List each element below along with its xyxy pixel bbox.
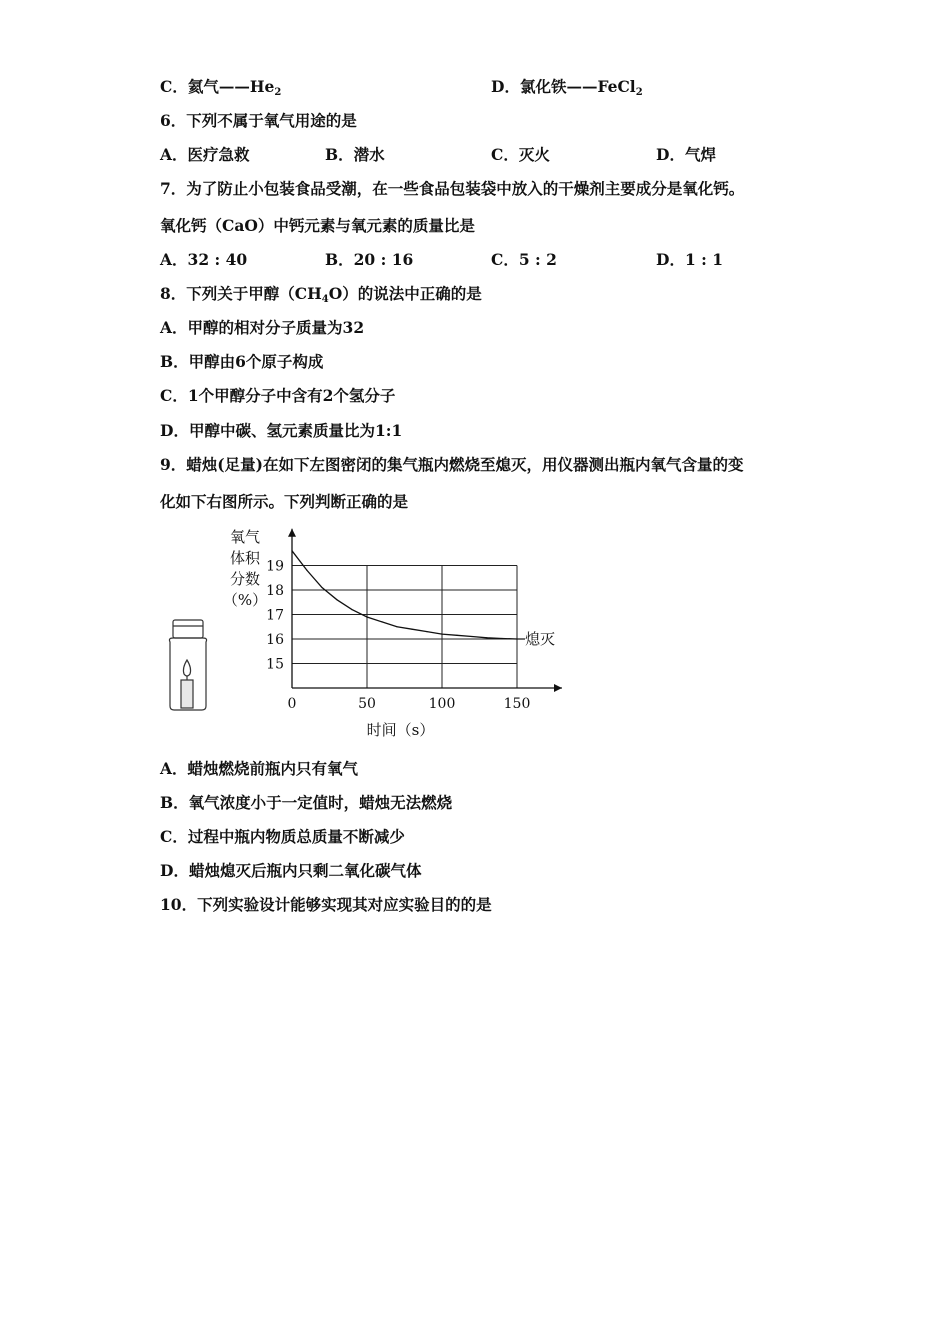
q5-option-d-text: 氯化铁——FeCl [519, 77, 636, 96]
q10-stem: 10．下列实验设计能够实现其对应实验目的的是 [160, 895, 492, 914]
data-point-12 [471, 636, 472, 637]
q5-option-d-sub: 2 [635, 87, 643, 98]
q9-option-c: C．过程中瓶内物质总质量不断减少 [160, 827, 405, 846]
q7-option-c: C．5 : 2 [491, 250, 557, 269]
annotation-label: 熄灭 [525, 630, 556, 648]
data-point-14 [501, 638, 502, 639]
y-axis-label-line-1: 体积 [229, 549, 261, 567]
series-line [292, 551, 517, 639]
y-tick-label-3: 18 [266, 583, 284, 599]
q7-option-b: B．20 : 16 [325, 250, 414, 269]
candle-flame [183, 660, 190, 676]
q9-option-a: A．蜡烛燃烧前瓶内只有氧气 [160, 759, 359, 778]
data-point-9 [426, 631, 427, 632]
oxygen-chart [223, 528, 562, 739]
x-tick-label-2: 100 [428, 696, 456, 712]
gas-jar-with-candle [169, 620, 206, 710]
data-point-6 [381, 621, 382, 622]
q7-option-d: D．1 : 1 [656, 250, 724, 269]
q9-stem-line2: 化如下右图所示。下列判断正确的是 [160, 492, 409, 511]
y-axis-arrow [288, 529, 296, 537]
q6-option-c: C．灭火 [491, 145, 550, 164]
q7-option-a: A．32 : 40 [160, 250, 248, 269]
jar-lid [173, 620, 203, 638]
x-axis-label: 时间（s） [366, 721, 435, 739]
q9-option-d: D．蜡烛熄灭后瓶内只剩二氧化碳气体 [160, 861, 422, 880]
q5-option-c [160, 77, 281, 103]
q8-stem: 8．下列关于甲醇$(CH_4O)$的说法中正确的是 [160, 284, 482, 305]
x-tick-label-3: 150 [503, 696, 531, 712]
q5-option-d [491, 77, 643, 103]
x-tick-label-0: 0 [287, 696, 297, 712]
data-point-2 [321, 587, 322, 588]
y-axis-label-line-3: （%） [222, 591, 268, 609]
data-point-0 [291, 550, 292, 551]
y-axis-label-line-2: 分数 [229, 570, 261, 588]
y-tick-label-1: 16 [266, 632, 284, 648]
q6-stem: 6．下列不属于氧气用途的是 [160, 111, 357, 130]
data-point-7 [396, 626, 397, 627]
q5-option-c-text: 氦气——He [187, 77, 275, 96]
q6-option-d: D．气焊 [656, 145, 716, 164]
x-tick-label-1: 50 [358, 696, 376, 712]
data-point-13 [486, 637, 487, 638]
data-point-1 [306, 570, 307, 571]
q6-option-a: A．医疗急救 [160, 145, 250, 164]
candle [181, 680, 193, 708]
q9-figure-svg [160, 520, 580, 750]
data-point-10 [441, 634, 442, 635]
q5-option-c-letter: C． [160, 77, 188, 96]
q8-option-c: C．1个甲醇分子中含有2个氢分子 [160, 386, 396, 405]
y-axis-label-line-0: 氧气 [229, 528, 261, 546]
q8-option-b: B．甲醇由6个原子构成 [160, 352, 324, 371]
y-tick-label-0: 15 [266, 656, 284, 673]
q8-option-d: D．甲醇中碳、氢元素质量比为1:1 [160, 421, 403, 440]
q5-option-c-sub: 2 [274, 87, 282, 98]
q7-stem-line2: 氧化钙（CaO）中钙元素与氧元素的质量比是 [160, 216, 475, 235]
data-point-5 [366, 616, 367, 617]
q8-option-a: A．甲醇的相对分子质量为32 [160, 318, 365, 337]
q7-stem-line1: 7．为了防止小包装食品受潮，在一些食品包装袋中放入的干燥剂主要成分是氧化钙。 [160, 179, 745, 198]
data-point-11 [456, 635, 457, 636]
q9-option-b: B．氧气浓度小于一定值时，蜡烛无法燃烧 [160, 793, 453, 812]
data-point-8 [411, 629, 412, 630]
q9-stem-line1: 9．蜡烛(足量)在如下左图密闭的集气瓶内燃烧至熄灭，用仪器测出瓶内氧气含量的变 [160, 455, 744, 474]
y-tick-label-4: 19 [266, 558, 284, 575]
q6-option-b: B．潜水 [325, 145, 385, 164]
y-tick-label-2: 17 [266, 607, 284, 624]
q5-option-d-letter: D． [491, 77, 520, 96]
x-axis-arrow [554, 684, 562, 692]
q9-figure [160, 520, 580, 754]
data-point-3 [336, 599, 337, 600]
data-point-4 [351, 609, 352, 610]
